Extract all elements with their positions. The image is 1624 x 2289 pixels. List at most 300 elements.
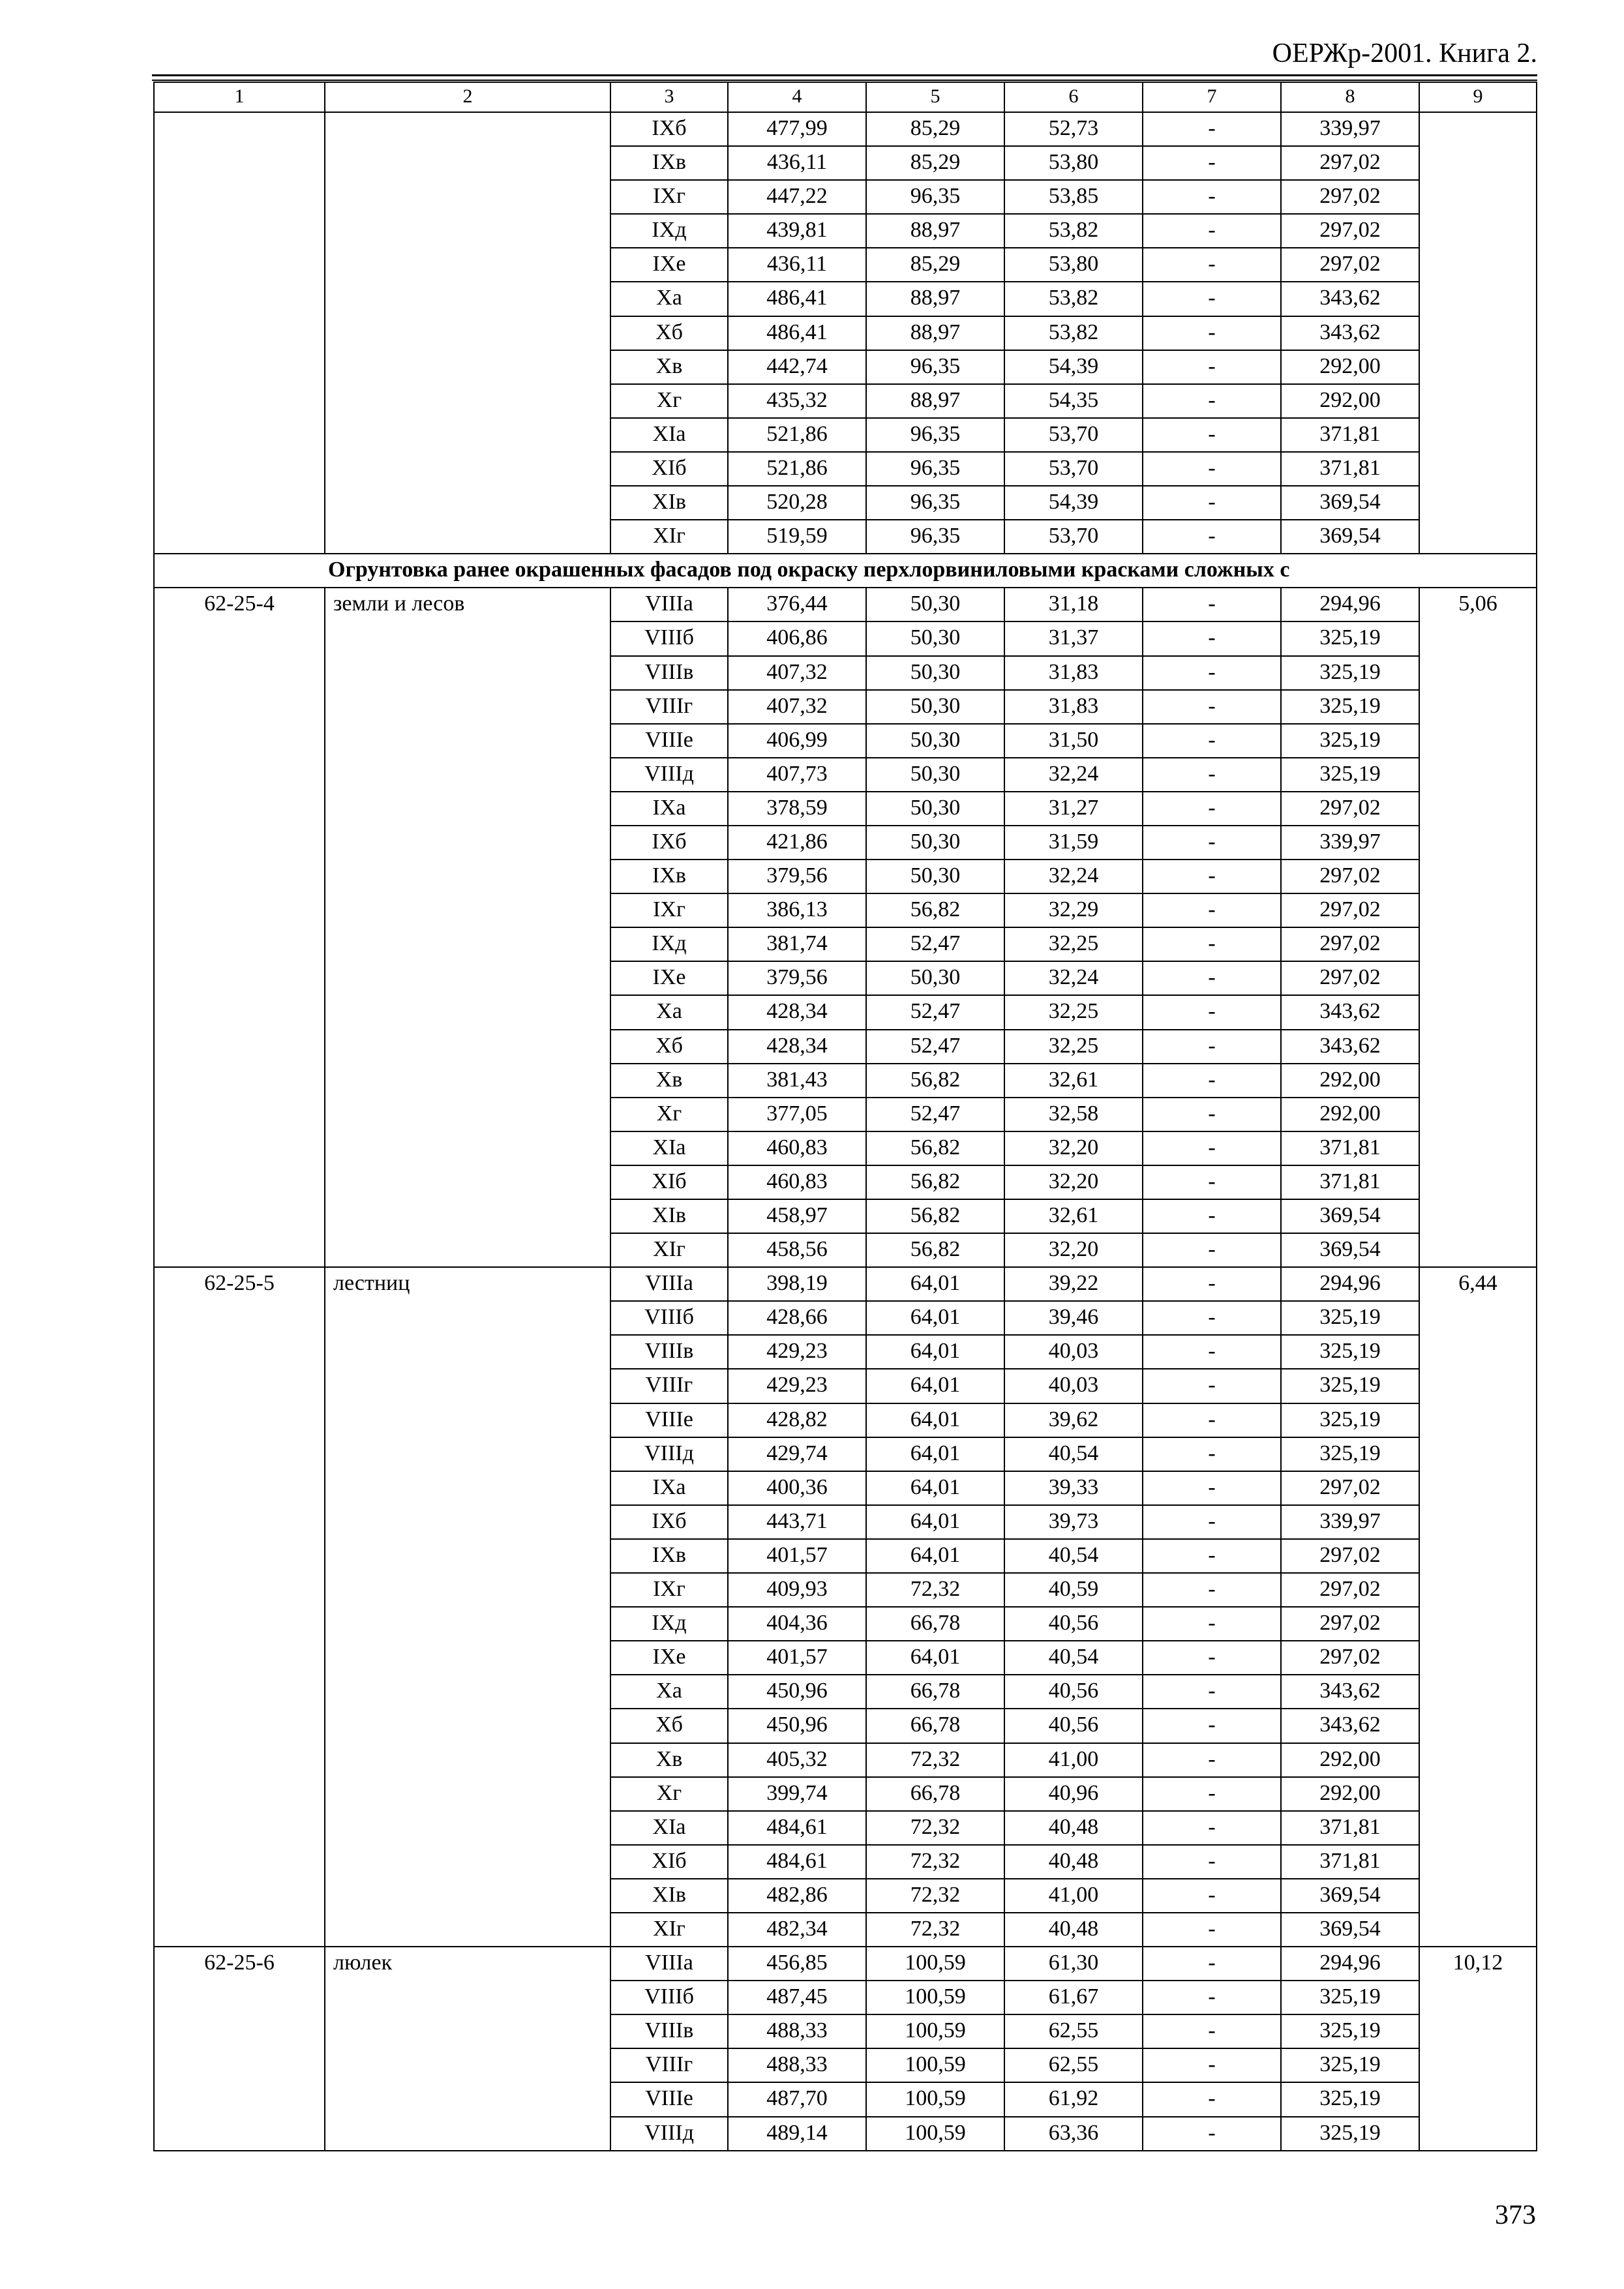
dash-cell: - [1143, 1064, 1281, 1098]
dash-cell: - [1143, 2048, 1281, 2082]
value-cell: 85,29 [866, 112, 1004, 146]
value-cell: 325,19 [1281, 724, 1419, 758]
dash-cell: - [1143, 690, 1281, 724]
value-cell: 53,80 [1004, 248, 1143, 282]
dash-cell: - [1143, 588, 1281, 621]
class-cell: IXа [610, 1471, 728, 1505]
value-cell: 100,59 [866, 2048, 1004, 2082]
class-cell: Xв [610, 1064, 728, 1098]
value-cell: 52,73 [1004, 112, 1143, 146]
dash-cell: - [1143, 1505, 1281, 1539]
value-cell: 369,54 [1281, 1913, 1419, 1947]
dash-cell: - [1143, 1301, 1281, 1335]
value-cell: 325,19 [1281, 2082, 1419, 2116]
code-cell [154, 112, 325, 554]
value-cell: 56,82 [866, 1165, 1004, 1199]
value-cell: 40,03 [1004, 1369, 1143, 1403]
value-cell: 50,30 [866, 860, 1004, 893]
value-cell: 428,66 [728, 1301, 866, 1335]
value-cell: 343,62 [1281, 1675, 1419, 1709]
value-cell: 39,22 [1004, 1267, 1143, 1301]
value-cell: 32,61 [1004, 1199, 1143, 1233]
value-cell: 100,59 [866, 2082, 1004, 2116]
value-cell: 371,81 [1281, 452, 1419, 486]
value-cell: 40,59 [1004, 1573, 1143, 1607]
value-cell: 369,54 [1281, 520, 1419, 554]
value-cell: 484,61 [728, 1811, 866, 1845]
value-cell: 428,82 [728, 1403, 866, 1437]
value-cell: 297,02 [1281, 893, 1419, 927]
class-cell: IXд [610, 1607, 728, 1641]
value-cell: 64,01 [866, 1267, 1004, 1301]
dash-cell: - [1143, 1098, 1281, 1131]
value-cell: 409,93 [728, 1573, 866, 1607]
extra-cell: 5,06 [1419, 588, 1537, 1267]
value-cell: 339,97 [1281, 826, 1419, 860]
value-cell: 72,32 [866, 1845, 1004, 1879]
value-cell: 429,23 [728, 1369, 866, 1403]
value-cell: 100,59 [866, 1947, 1004, 1981]
value-cell: 40,56 [1004, 1607, 1143, 1641]
value-cell: 31,27 [1004, 792, 1143, 826]
dash-cell: - [1143, 214, 1281, 248]
value-cell: 297,02 [1281, 1607, 1419, 1641]
dash-cell: - [1143, 248, 1281, 282]
value-cell: 40,48 [1004, 1811, 1143, 1845]
table-row [154, 112, 1537, 146]
value-cell: 32,20 [1004, 1131, 1143, 1165]
dash-cell: - [1143, 1199, 1281, 1233]
dash-cell: - [1143, 316, 1281, 350]
value-cell: 40,56 [1004, 1709, 1143, 1743]
extra-cell [1419, 112, 1537, 554]
value-cell: 56,82 [866, 1064, 1004, 1098]
column-number: 6 [1004, 82, 1143, 112]
value-cell: 292,00 [1281, 1064, 1419, 1098]
value-cell: 447,22 [728, 180, 866, 214]
value-cell: 52,47 [866, 1098, 1004, 1131]
value-cell: 72,32 [866, 1811, 1004, 1845]
dash-cell: - [1143, 860, 1281, 893]
dash-cell: - [1143, 1267, 1281, 1301]
dash-cell: - [1143, 1131, 1281, 1165]
value-cell: 40,48 [1004, 1845, 1143, 1879]
value-cell: 85,29 [866, 248, 1004, 282]
value-cell: 339,97 [1281, 1505, 1419, 1539]
value-cell: 100,59 [866, 2117, 1004, 2151]
value-cell: 64,01 [866, 1301, 1004, 1335]
class-cell: IXд [610, 214, 728, 248]
class-cell: VIIIв [610, 2014, 728, 2048]
class-cell: IXе [610, 1641, 728, 1675]
value-cell: 88,97 [866, 384, 1004, 418]
value-cell: 64,01 [866, 1471, 1004, 1505]
class-cell: Xв [610, 1743, 728, 1777]
value-cell: 52,47 [866, 995, 1004, 1029]
class-cell: XIб [610, 1845, 728, 1879]
dash-cell: - [1143, 927, 1281, 961]
value-cell: 40,54 [1004, 1641, 1143, 1675]
dash-cell: - [1143, 1981, 1281, 2014]
value-cell: 54,39 [1004, 350, 1143, 384]
code-cell: 62-25-5 [154, 1267, 325, 1947]
column-number: 3 [610, 82, 728, 112]
class-cell: IXг [610, 893, 728, 927]
value-cell: 64,01 [866, 1369, 1004, 1403]
value-cell: 294,96 [1281, 1947, 1419, 1981]
value-cell: 54,35 [1004, 384, 1143, 418]
value-cell: 294,96 [1281, 1267, 1419, 1301]
value-cell: 404,36 [728, 1607, 866, 1641]
value-cell: 371,81 [1281, 1845, 1419, 1879]
class-cell: IXв [610, 860, 728, 893]
value-cell: 486,41 [728, 282, 866, 316]
class-cell: VIIIе [610, 724, 728, 758]
value-cell: 88,97 [866, 214, 1004, 248]
value-cell: 521,86 [728, 418, 866, 452]
class-cell: VIIIа [610, 588, 728, 621]
value-cell: 399,74 [728, 1777, 866, 1811]
value-cell: 486,41 [728, 316, 866, 350]
value-cell: 72,32 [866, 1743, 1004, 1777]
value-cell: 100,59 [866, 2014, 1004, 2048]
value-cell: 32,29 [1004, 893, 1143, 927]
name-cell: земли и лесов [325, 588, 610, 1267]
column-number: 5 [866, 82, 1004, 112]
name-cell [325, 112, 610, 554]
value-cell: 32,25 [1004, 927, 1143, 961]
value-cell: 292,00 [1281, 1777, 1419, 1811]
value-cell: 488,33 [728, 2014, 866, 2048]
value-cell: 487,45 [728, 1981, 866, 2014]
value-cell: 53,82 [1004, 316, 1143, 350]
dash-cell: - [1143, 1607, 1281, 1641]
value-cell: 371,81 [1281, 1131, 1419, 1165]
value-cell: 64,01 [866, 1539, 1004, 1573]
value-cell: 54,39 [1004, 486, 1143, 520]
name-cell: лестниц [325, 1267, 610, 1947]
value-cell: 63,36 [1004, 2117, 1143, 2151]
dash-cell: - [1143, 758, 1281, 792]
value-cell: 325,19 [1281, 2014, 1419, 2048]
value-cell: 56,82 [866, 1233, 1004, 1267]
class-cell: VIIIа [610, 1947, 728, 1981]
dash-cell: - [1143, 1369, 1281, 1403]
column-number: 2 [325, 82, 610, 112]
dash-cell: - [1143, 1777, 1281, 1811]
value-cell: 32,24 [1004, 758, 1143, 792]
dash-cell: - [1143, 1437, 1281, 1471]
value-cell: 381,74 [728, 927, 866, 961]
value-cell: 521,86 [728, 452, 866, 486]
value-cell: 386,13 [728, 893, 866, 927]
value-cell: 450,96 [728, 1709, 866, 1743]
dash-cell: - [1143, 112, 1281, 146]
value-cell: 405,32 [728, 1743, 866, 1777]
table-row [154, 588, 1537, 621]
value-cell: 53,85 [1004, 180, 1143, 214]
value-cell: 325,19 [1281, 656, 1419, 690]
value-cell: 32,25 [1004, 995, 1143, 1029]
value-cell: 61,67 [1004, 1981, 1143, 2014]
value-cell: 489,14 [728, 2117, 866, 2151]
class-cell: IXе [610, 248, 728, 282]
value-cell: 519,59 [728, 520, 866, 554]
value-cell: 66,78 [866, 1777, 1004, 1811]
class-cell: VIIIв [610, 1335, 728, 1369]
name-cell: люлек [325, 1947, 610, 2151]
value-cell: 72,32 [866, 1913, 1004, 1947]
value-cell: 39,33 [1004, 1471, 1143, 1505]
value-cell: 32,25 [1004, 1030, 1143, 1064]
value-cell: 32,61 [1004, 1064, 1143, 1098]
column-number: 7 [1143, 82, 1281, 112]
value-cell: 88,97 [866, 316, 1004, 350]
value-cell: 343,62 [1281, 1709, 1419, 1743]
value-cell: 66,78 [866, 1675, 1004, 1709]
value-cell: 477,99 [728, 112, 866, 146]
dash-cell: - [1143, 1709, 1281, 1743]
value-cell: 52,47 [866, 927, 1004, 961]
value-cell: 325,19 [1281, 758, 1419, 792]
value-cell: 407,73 [728, 758, 866, 792]
value-cell: 32,20 [1004, 1165, 1143, 1199]
dash-cell: - [1143, 2117, 1281, 2151]
value-cell: 53,82 [1004, 214, 1143, 248]
value-cell: 96,35 [866, 180, 1004, 214]
value-cell: 343,62 [1281, 316, 1419, 350]
value-cell: 96,35 [866, 486, 1004, 520]
value-cell: 458,97 [728, 1199, 866, 1233]
value-cell: 325,19 [1281, 621, 1419, 655]
dash-cell: - [1143, 520, 1281, 554]
class-cell: XIа [610, 1131, 728, 1165]
value-cell: 429,74 [728, 1437, 866, 1471]
value-cell: 325,19 [1281, 1437, 1419, 1471]
class-cell: XIа [610, 418, 728, 452]
table-row [154, 1947, 1537, 1981]
value-cell: 39,73 [1004, 1505, 1143, 1539]
dash-cell: - [1143, 180, 1281, 214]
class-cell: XIб [610, 1165, 728, 1199]
value-cell: 53,80 [1004, 146, 1143, 180]
dash-cell: - [1143, 961, 1281, 995]
rates-table [153, 82, 1537, 2151]
value-cell: 371,81 [1281, 1811, 1419, 1845]
value-cell: 62,55 [1004, 2014, 1143, 2048]
column-number: 1 [154, 82, 325, 112]
value-cell: 32,20 [1004, 1233, 1143, 1267]
value-cell: 343,62 [1281, 995, 1419, 1029]
value-cell: 50,30 [866, 826, 1004, 860]
value-cell: 31,83 [1004, 656, 1143, 690]
class-cell: VIIIб [610, 1981, 728, 2014]
value-cell: 297,02 [1281, 1573, 1419, 1607]
value-cell: 460,83 [728, 1165, 866, 1199]
dash-cell: - [1143, 656, 1281, 690]
class-cell: IXб [610, 826, 728, 860]
value-cell: 52,47 [866, 1030, 1004, 1064]
value-cell: 371,81 [1281, 1165, 1419, 1199]
class-cell: IXв [610, 146, 728, 180]
dash-cell: - [1143, 792, 1281, 826]
class-cell: IXд [610, 927, 728, 961]
value-cell: 429,23 [728, 1335, 866, 1369]
class-cell: VIIIа [610, 1267, 728, 1301]
page-number: 373 [1495, 2200, 1536, 2230]
value-cell: 40,96 [1004, 1777, 1143, 1811]
value-cell: 40,54 [1004, 1437, 1143, 1471]
value-cell: 369,54 [1281, 1879, 1419, 1913]
value-cell: 40,54 [1004, 1539, 1143, 1573]
value-cell: 482,34 [728, 1913, 866, 1947]
class-cell: Xб [610, 1709, 728, 1743]
value-cell: 32,24 [1004, 860, 1143, 893]
value-cell: 325,19 [1281, 690, 1419, 724]
value-cell: 458,56 [728, 1233, 866, 1267]
dash-cell: - [1143, 418, 1281, 452]
value-cell: 343,62 [1281, 1030, 1419, 1064]
class-cell: VIIIв [610, 656, 728, 690]
value-cell: 50,30 [866, 588, 1004, 621]
value-cell: 297,02 [1281, 180, 1419, 214]
dash-cell: - [1143, 1845, 1281, 1879]
value-cell: 325,19 [1281, 1301, 1419, 1335]
header-rule [152, 80, 1537, 81]
value-cell: 297,02 [1281, 927, 1419, 961]
value-cell: 41,00 [1004, 1743, 1143, 1777]
value-cell: 297,02 [1281, 248, 1419, 282]
value-cell: 39,46 [1004, 1301, 1143, 1335]
value-cell: 31,37 [1004, 621, 1143, 655]
class-cell: XIа [610, 1811, 728, 1845]
code-cell: 62-25-4 [154, 588, 325, 1267]
dash-cell: - [1143, 2014, 1281, 2048]
class-cell: IXб [610, 112, 728, 146]
extra-cell: 10,12 [1419, 1947, 1537, 2151]
value-cell: 379,56 [728, 860, 866, 893]
value-cell: 376,44 [728, 588, 866, 621]
value-cell: 39,62 [1004, 1403, 1143, 1437]
value-cell: 428,34 [728, 995, 866, 1029]
class-cell: VIIIе [610, 2082, 728, 2116]
value-cell: 401,57 [728, 1641, 866, 1675]
class-cell: VIIIг [610, 1369, 728, 1403]
dash-cell: - [1143, 1233, 1281, 1267]
value-cell: 72,32 [866, 1573, 1004, 1607]
dash-cell: - [1143, 1743, 1281, 1777]
class-cell: IXг [610, 1573, 728, 1607]
dash-cell: - [1143, 2082, 1281, 2116]
dash-cell: - [1143, 1030, 1281, 1064]
value-cell: 40,56 [1004, 1675, 1143, 1709]
dash-cell: - [1143, 1539, 1281, 1573]
value-cell: 50,30 [866, 758, 1004, 792]
value-cell: 400,36 [728, 1471, 866, 1505]
class-cell: Xа [610, 282, 728, 316]
value-cell: 297,02 [1281, 1641, 1419, 1675]
value-cell: 64,01 [866, 1335, 1004, 1369]
dash-cell: - [1143, 452, 1281, 486]
value-cell: 325,19 [1281, 1403, 1419, 1437]
value-cell: 297,02 [1281, 792, 1419, 826]
dash-cell: - [1143, 826, 1281, 860]
value-cell: 369,54 [1281, 486, 1419, 520]
class-cell: VIIIб [610, 1301, 728, 1335]
dash-cell: - [1143, 350, 1281, 384]
value-cell: 443,71 [728, 1505, 866, 1539]
value-cell: 53,70 [1004, 418, 1143, 452]
value-cell: 436,11 [728, 146, 866, 180]
value-cell: 339,97 [1281, 112, 1419, 146]
value-cell: 61,30 [1004, 1947, 1143, 1981]
value-cell: 96,35 [866, 520, 1004, 554]
class-cell: IXе [610, 961, 728, 995]
value-cell: 297,02 [1281, 1539, 1419, 1573]
value-cell: 50,30 [866, 656, 1004, 690]
value-cell: 56,82 [866, 1199, 1004, 1233]
value-cell: 32,24 [1004, 961, 1143, 995]
value-cell: 96,35 [866, 418, 1004, 452]
class-cell: Xг [610, 384, 728, 418]
value-cell: 407,32 [728, 656, 866, 690]
value-cell: 96,35 [866, 350, 1004, 384]
value-cell: 31,18 [1004, 588, 1143, 621]
class-cell: IXв [610, 1539, 728, 1573]
value-cell: 32,58 [1004, 1098, 1143, 1131]
value-cell: 325,19 [1281, 1335, 1419, 1369]
value-cell: 50,30 [866, 690, 1004, 724]
value-cell: 96,35 [866, 452, 1004, 486]
value-cell: 421,86 [728, 826, 866, 860]
dash-cell: - [1143, 1947, 1281, 1981]
dash-cell: - [1143, 1403, 1281, 1437]
class-cell: VIIIе [610, 1403, 728, 1437]
class-cell: IXа [610, 792, 728, 826]
code-cell: 62-25-6 [154, 1947, 325, 2151]
dash-cell: - [1143, 1879, 1281, 1913]
value-cell: 487,70 [728, 2082, 866, 2116]
value-cell: 442,74 [728, 350, 866, 384]
value-cell: 292,00 [1281, 1743, 1419, 1777]
value-cell: 53,70 [1004, 452, 1143, 486]
value-cell: 88,97 [866, 282, 1004, 316]
column-number: 8 [1281, 82, 1419, 112]
dash-cell: - [1143, 1641, 1281, 1675]
value-cell: 456,85 [728, 1947, 866, 1981]
dash-cell: - [1143, 1913, 1281, 1947]
value-cell: 428,34 [728, 1030, 866, 1064]
header-rule [152, 74, 1537, 76]
class-cell: Xб [610, 316, 728, 350]
value-cell: 56,82 [866, 893, 1004, 927]
value-cell: 369,54 [1281, 1199, 1419, 1233]
value-cell: 406,99 [728, 724, 866, 758]
value-cell: 371,81 [1281, 418, 1419, 452]
class-cell: XIг [610, 1913, 728, 1947]
value-cell: 436,11 [728, 248, 866, 282]
value-cell: 53,70 [1004, 520, 1143, 554]
value-cell: 66,78 [866, 1709, 1004, 1743]
dash-cell: - [1143, 1675, 1281, 1709]
value-cell: 406,86 [728, 621, 866, 655]
value-cell: 31,83 [1004, 690, 1143, 724]
value-cell: 85,29 [866, 146, 1004, 180]
value-cell: 294,96 [1281, 588, 1419, 621]
value-cell: 378,59 [728, 792, 866, 826]
value-cell: 325,19 [1281, 2048, 1419, 2082]
column-number: 9 [1419, 82, 1537, 112]
